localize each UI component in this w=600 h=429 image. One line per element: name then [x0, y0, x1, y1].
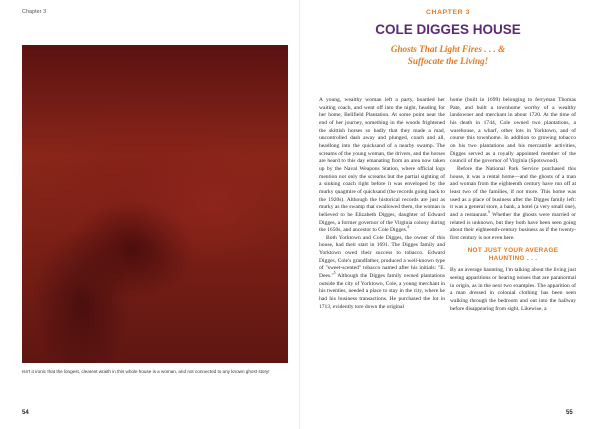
paragraph	[450, 97, 576, 166]
photo-caption: Isn't it ironic that the longest, clearest wraith in this whole house is a woman, and not connected to any known ghost story!	[22, 369, 270, 374]
paragraph	[319, 97, 445, 235]
page-gutter	[299, 0, 300, 429]
section-heading-line-1: NOT JUST YOUR AVERAGE	[467, 247, 559, 255]
paragraph	[450, 267, 576, 313]
text-column-left	[319, 97, 445, 311]
paragraph-text: Although the Digges family owned plantations outside the city of Yorktown, Cole, a young merchant in his twenties, needed a place to stay in the city, where he had his business transactions. He purchased the lot in 1713, evidently tore down the original	[319, 273, 445, 310]
page-number-left: 54	[22, 410, 29, 416]
paragraph-text: By an average haunting, I'm talking about the living just seeing apparitions or hearing noises that are paranormal in origin, as in the next two examples. The apparition of a man dressed in colonial clothing has been seen walking through the bedroom and out into the hallway before disappearing from sight. Likewise, a	[450, 267, 576, 312]
chapter-subtitle	[318, 44, 578, 67]
paragraph	[319, 235, 445, 312]
paragraph	[450, 166, 576, 243]
paragraph-text: Before the National Park Service purchased this house, it was a rental home—and the ghosts of a man and woman from the eighteenth century have run off at least two of the families, if not more. This home was used as a place of business after the Digges family left: it was a general store, a bank, a hotel (a very small one), and a restaurant.	[450, 165, 576, 218]
ghost-photo	[22, 45, 288, 363]
paragraph-text: Whether the ghosts were married or related is unknown, but they both have been seen going about their eighteenth-century business as if the twenty-first century is not even here.	[450, 211, 577, 241]
text-column-right	[450, 97, 576, 313]
footnote-marker: 4	[407, 225, 409, 230]
paragraph-text: A young, wealthy woman left a party, boarded her waiting coach, and went off into the night, heading for her home, Bellfield Plantation. At some point near the end of her journey, something in the woods frightened the skittish horses so badly that they made a mad, uncontrolled dash away and plunged, coach and all, headlong into the quicksand of a nearby swamp. The screams of the young woman, the drivers, and the horses are heard to this day emanating from an area now taken up by the Naval Weapons Station, where official logs mention not only the screams but the partial sighting of a sinking coach right before it was enveloped by the murky quagmire of quicksand (the records going back to the 1920s). Although the historical records are just as murky as the swamp that swallowed them, the woman is believed to be Elizabeth Digges, daughter of Edward Digges, a former governor of the Virginia colony during the 1650s, and ancestor to Cole Digges.	[319, 97, 446, 234]
chapter-label: CHAPTER 3	[426, 9, 470, 16]
subtitle-line-1: Ghosts That Light Fires . . . &	[390, 44, 506, 54]
chapter-title: COLE DIGGES HOUSE	[375, 22, 521, 37]
section-heading-line-2: HAUNTING . . .	[488, 255, 538, 263]
paragraph-text: Both Yorktown and Cole Digges, the owner of this house, had their start in 1691. The Digges family and Yorktown owed their success to tobacco. Edward Digges, Cole's grandfather, produced a well-known type of "sweet-scented" tobacco named after his initials: "E. Dees."	[319, 234, 445, 280]
running-head: Chapter 3	[22, 9, 47, 15]
paragraph-text: home (built in 1699) belonging to ferryman Thomas Pate, and built a townhome worthy of a wealthy landowner and merchant in about 1720. At the time of his death in 1744, Cole owned two plantations, a warehouse, a wharf, other lots in Yorktown, and of course this townhome. In addition to growing tobacco on his two plantations and his mercantile activities, Digges served as a royally appointed member of the council of the governor of Virginia (Spotswood).	[450, 97, 576, 165]
section-heading	[450, 247, 576, 263]
footnote-marker: 6	[488, 210, 490, 214]
subtitle-line-2: Suffocate the Living!	[407, 55, 489, 66]
footnote-marker: 5	[333, 271, 336, 276]
page-number-right: 55	[566, 410, 573, 416]
